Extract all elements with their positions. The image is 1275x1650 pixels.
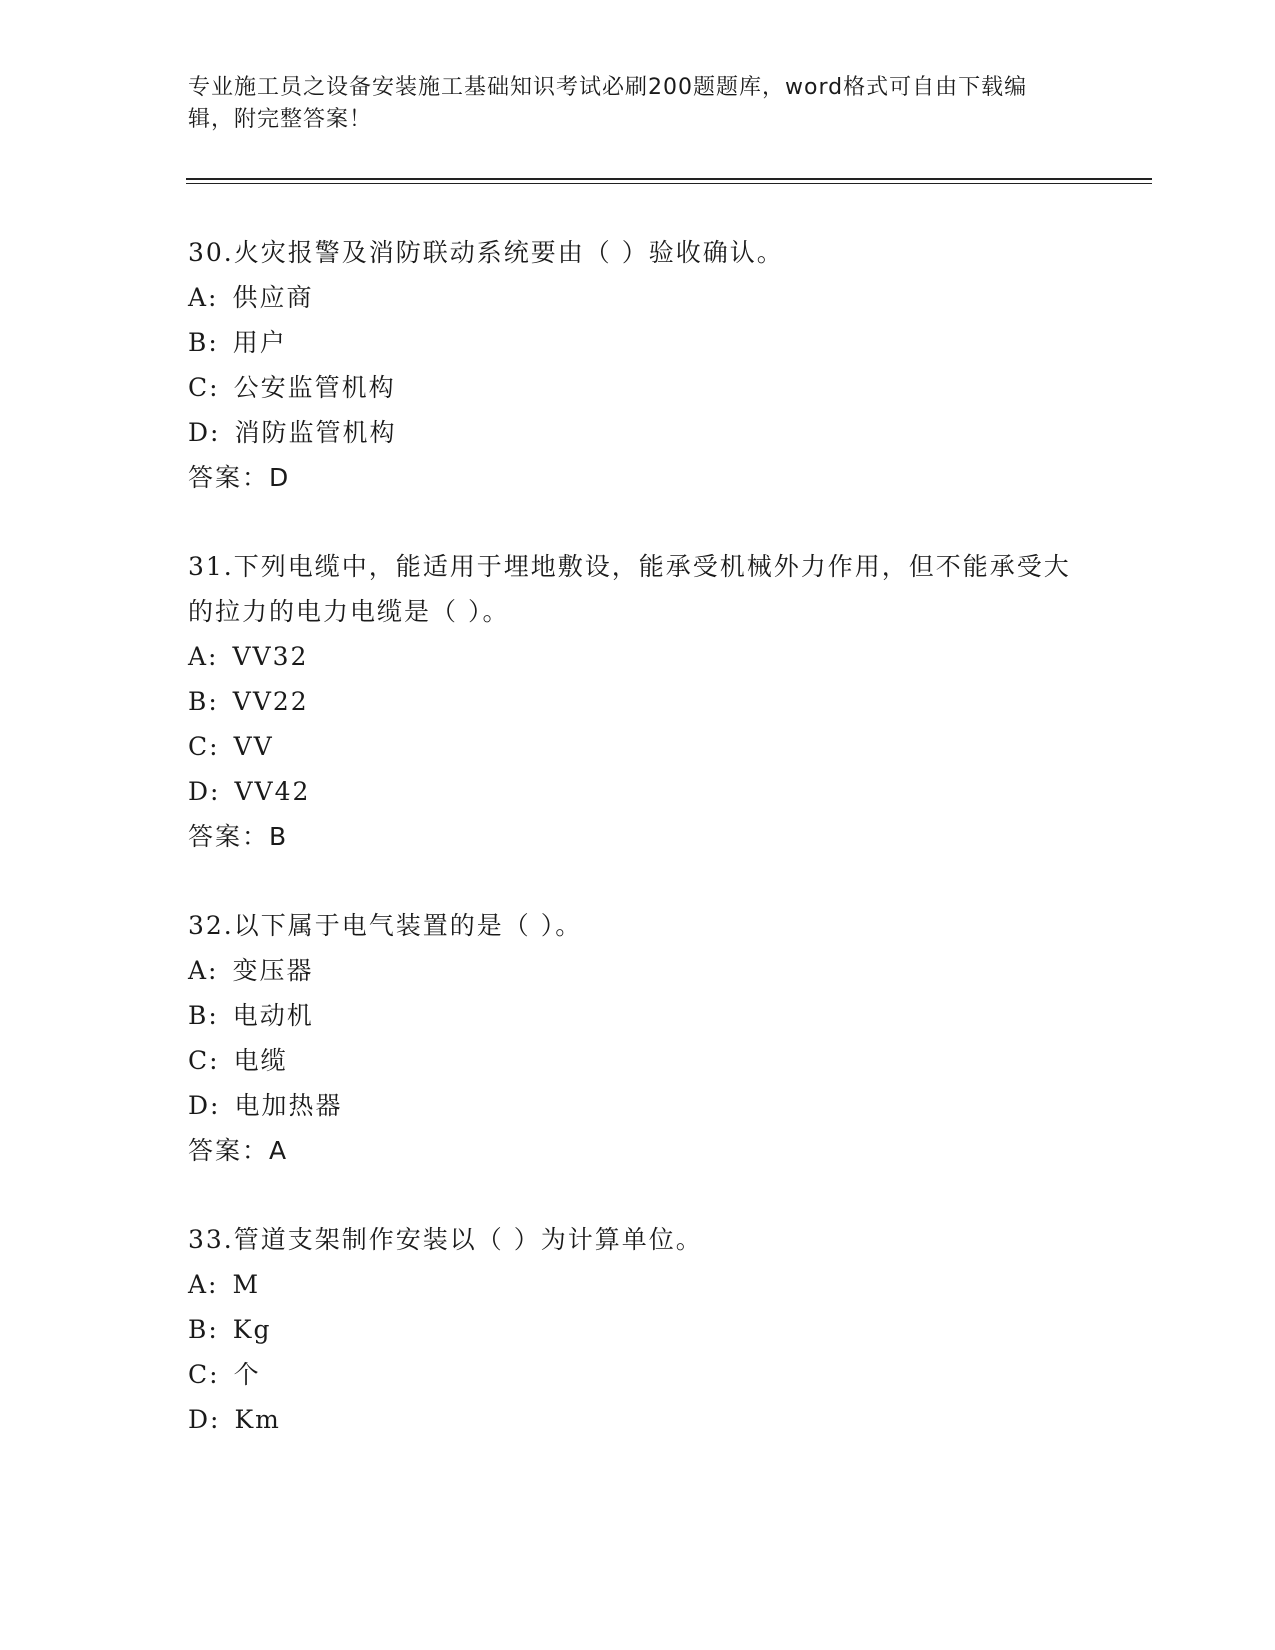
option-letter: B: — [188, 1315, 219, 1344]
option-a — [188, 634, 1088, 679]
option-text: 变压器 — [232, 956, 314, 985]
option-letter: A: — [188, 956, 219, 985]
option-letter: D: — [188, 1405, 221, 1434]
question-32 — [188, 903, 1088, 1173]
option-text: 用户 — [232, 328, 287, 357]
option-text: 供应商 — [232, 283, 314, 312]
option-text: VV — [233, 732, 274, 761]
question-list — [188, 230, 1088, 1486]
answer: 答案：D — [188, 463, 291, 492]
answer: 答案：A — [188, 1136, 289, 1165]
option-b — [188, 679, 1088, 724]
option-text: M — [232, 1270, 261, 1299]
option-text: 电加热器 — [234, 1091, 343, 1120]
option-text: 电缆 — [233, 1046, 288, 1075]
option-b — [188, 1307, 1088, 1352]
option-text: 电动机 — [232, 1001, 314, 1030]
option-text: Km — [234, 1405, 281, 1434]
header-rule-top — [186, 178, 1152, 180]
option-text: 消防监管机构 — [234, 418, 397, 447]
question-stem: 33.管道支架制作安装以（ ）为计算单位。 — [188, 1225, 703, 1254]
option-d — [188, 1397, 1088, 1442]
question-stem: 32.以下属于电气装置的是（ ）。 — [188, 911, 583, 940]
option-letter: C: — [188, 1360, 220, 1389]
option-letter: B: — [188, 687, 219, 716]
question-31 — [188, 544, 1088, 859]
option-b — [188, 993, 1088, 1038]
option-c — [188, 365, 1088, 410]
option-letter: A: — [188, 642, 219, 671]
option-letter: A: — [188, 1270, 219, 1299]
option-letter: C: — [188, 373, 220, 402]
answer: 答案：B — [188, 822, 289, 851]
option-text: Kg — [232, 1315, 272, 1344]
option-letter: B: — [188, 1001, 219, 1030]
option-text: VV22 — [232, 687, 309, 716]
question-stem: 31.下列电缆中，能适用于埋地敷设，能承受机械外力作用，但不能承受大的拉力的电力电缆是（ ）。 — [188, 552, 1071, 626]
option-b — [188, 320, 1088, 365]
option-letter: D: — [188, 777, 221, 806]
header-rule-bottom — [186, 183, 1152, 184]
option-c — [188, 1038, 1088, 1083]
option-letter: B: — [188, 328, 219, 357]
option-c — [188, 1352, 1088, 1397]
option-letter: A: — [188, 283, 219, 312]
question-stem: 30.火灾报警及消防联动系统要由（ ）验收确认。 — [188, 238, 784, 267]
option-a — [188, 1262, 1088, 1307]
option-d — [188, 769, 1088, 814]
question-30 — [188, 230, 1088, 500]
option-text: 公安监管机构 — [233, 373, 396, 402]
option-d — [188, 410, 1088, 455]
option-text: 个 — [233, 1360, 261, 1389]
option-letter: D: — [188, 418, 221, 447]
option-d — [188, 1083, 1088, 1128]
option-a — [188, 275, 1088, 320]
document-header: 专业施工员之设备安装施工基础知识考试必刷200题题库，word格式可自由下载编辑，附完整答案！ — [188, 75, 1028, 132]
option-text: VV42 — [234, 777, 311, 806]
option-letter: D: — [188, 1091, 221, 1120]
option-letter: C: — [188, 732, 220, 761]
option-letter: C: — [188, 1046, 220, 1075]
option-a — [188, 948, 1088, 993]
option-c — [188, 724, 1088, 769]
question-33 — [188, 1217, 1088, 1442]
option-text: VV32 — [232, 642, 309, 671]
